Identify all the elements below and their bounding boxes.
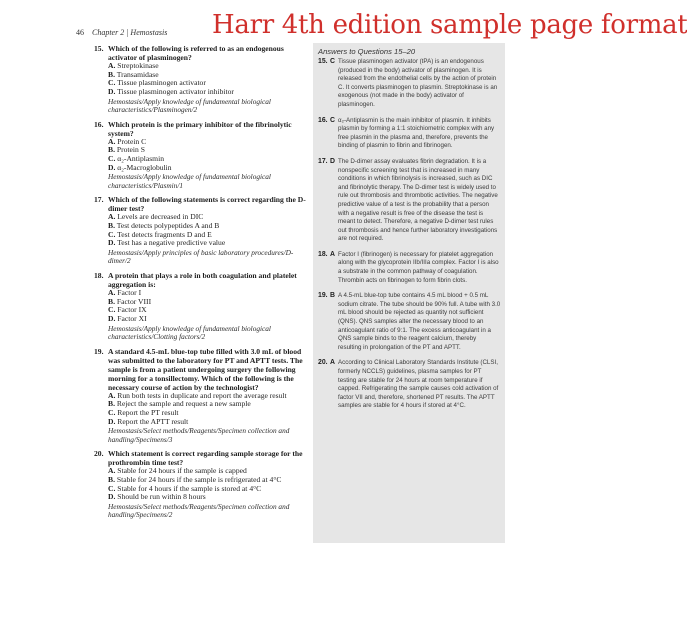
question-block (94, 449, 308, 520)
question-stem: Which of the following statements is correct regarding the D-dimer test? (108, 195, 306, 214)
option-letter: B. (108, 145, 115, 155)
answer-letter: C (330, 58, 335, 65)
option-text: Factor I (117, 287, 142, 297)
answer-number: 17. (318, 157, 328, 165)
option-text: Protein S (116, 145, 145, 155)
answer-letter: A (330, 250, 335, 258)
question-block (94, 44, 308, 115)
option-letter: D. (108, 87, 116, 97)
option-letter: D. (108, 238, 116, 248)
option-text: Report the APTT result (117, 416, 189, 426)
answer-option (108, 164, 308, 173)
question-stem: A protein that plays a role in both coagulation and platelet aggregation is: (108, 270, 297, 289)
answer-option (108, 418, 308, 427)
option-text: Should be run within 8 hours (117, 492, 206, 502)
taxonomy-line: Hemostasis/Apply knowledge of fundamental biological characteristics/Plasminogen/2 (108, 96, 271, 115)
option-list (108, 289, 308, 324)
option-list (108, 392, 308, 427)
question-number: 18. (94, 270, 104, 280)
answers-heading: Answers to Questions 15–20 (318, 47, 416, 56)
question-block (94, 119, 308, 191)
answer-explanation: Tissue plasminogen activator (tPA) is an endogenous (produced in the body) activator of plasminogen. It is released from the endothelial cells by the action of protein C. It converts plasminogen to plasmin. Streptokinase is an exogenous (not made in the body) activator of plasminogen. (338, 58, 498, 108)
option-letter: C. (108, 407, 116, 417)
option-text: Tissue plasminogen activator (117, 78, 206, 88)
option-text: Protein C (117, 136, 147, 146)
option-text: Tissue plasminogen activator inhibitor (117, 87, 234, 97)
answer-number: 19. (318, 292, 328, 300)
question-stem: Which of the following is referred to as an endogenous activator of plasminogen? (108, 44, 284, 62)
chapter-title: Chapter 2 | Hemostasis (92, 28, 168, 37)
taxonomy-line: Hemostasis/Apply principles of basic laboratory procedures/D-dimer/2 (108, 248, 294, 266)
answer-letter: C (330, 116, 335, 124)
option-letter: B. (108, 296, 115, 306)
option-letter: A. (108, 61, 116, 70)
option-letter: B. (108, 220, 115, 230)
question-number: 20. (94, 449, 104, 459)
answer-option (108, 239, 308, 248)
option-text: α₂-Antiplasmin (117, 154, 164, 164)
option-text: Factor XI (117, 313, 147, 323)
option-list (108, 62, 308, 97)
option-letter: A. (108, 136, 116, 146)
option-text: Test detects polypeptides A and B (116, 220, 220, 230)
answer-explanation: The D-dimer assay evaluates fibrin degradation. It is a nonspecific screening test that is increased in many conditions in which fibrinolysis is increased, such as DIC and fibrinolytic therapy. The D-dimer test is widely used to rule out thrombosis and thrombotic activities. The negative predictive value of a test is the probability that a person with a negative result is free of the disease the test is meant to detect. Therefore, a negative D-dimer test rules out thrombosis and hence further laboratory investigations are not required. (338, 157, 498, 243)
option-text: Stable for 24 hours if the sample is refrigerated at 4°C (116, 474, 282, 484)
taxonomy-line: Hemostasis/Select methods/Reagents/Specimen collection and handling/Specimens/2 (108, 501, 290, 520)
answer-explanation: Factor I (fibrinogen) is necessary for platelet aggregation along with the glycoprotein IIb/IIIa complex. Factor I is also a substrate in the common pathway of coagulation. Thrombin acts on fibrinogen to form fibrin clots. (338, 250, 499, 284)
answer-block (313, 58, 505, 110)
option-letter: A. (108, 287, 116, 297)
option-text: Run both tests in duplicate and report the average result (117, 390, 287, 400)
option-text: Stable for 4 hours if the sample is stored at 4°C (117, 483, 262, 493)
questions-column (94, 44, 308, 525)
question-number: 17. (94, 195, 104, 205)
answer-block (313, 292, 505, 352)
option-list (108, 467, 308, 502)
answers-panel (313, 43, 505, 543)
option-text: Levels are decreased in DIC (117, 212, 204, 222)
answer-block (313, 117, 505, 151)
answer-letter: D (330, 157, 335, 165)
option-letter: C. (108, 154, 116, 164)
question-number: 19. (94, 346, 104, 356)
banner-title: Harr 4th edition sample page format (212, 10, 687, 40)
option-letter: C. (108, 305, 116, 315)
taxonomy-line: Hemostasis/Apply knowledge of fundamental biological characteristics/Clotting factors/2 (108, 323, 271, 342)
option-list (108, 138, 308, 173)
answer-option (108, 493, 308, 502)
option-list (108, 213, 308, 248)
question-stem: A standard 4.5-mL blue-top tube filled with 3.0 mL of blood was submitted to the laboratory for PT and APTT tests. The sample is from a patient undergoing surgery the following morning for a tonsillectomy. Which of the following is the necessary course of action by the technologist? (108, 346, 303, 392)
answer-option (108, 88, 308, 97)
option-letter: A. (108, 390, 116, 400)
option-letter: A. (108, 466, 116, 476)
question-stem: Which protein is the primary inhibitor of the fibrinolytic system? (108, 119, 292, 138)
question-number: 15. (94, 44, 104, 53)
answer-number: 20. (318, 359, 328, 367)
answer-explanation: A 4.5-mL blue-top tube contains 4.5 mL blood + 0.5 mL sodium citrate. The tube should be 90% full. A tube with 3.0 mL blood should be rejected as quantity not sufficient (QNS). QNS samples alter the necessary blood to an anticoagulant ratio of 9:1. The excess anticoagulant in a QNS sample binds to the reagent calcium, thereby resulting in prolongation of the PT and APTT. (338, 292, 501, 351)
answers-list (313, 58, 505, 411)
option-letter: A. (108, 212, 116, 222)
question-block (94, 270, 308, 342)
option-text: Reject the sample and request a new sample (116, 399, 251, 409)
taxonomy-line: Hemostasis/Apply knowledge of fundamental biological characteristics/Plasmin/1 (108, 172, 271, 190)
option-text: Streptokinase (117, 61, 159, 70)
option-letter: C. (108, 229, 116, 239)
answer-block (313, 359, 505, 411)
option-text: Report the PT result (117, 407, 179, 417)
question-block (94, 346, 308, 445)
option-text: Transamidase (116, 69, 159, 79)
answer-explanation: According to Clinical Laboratory Standards Institute (CLSI, formerly NCCLS) guidelines, plasma samples for PT testing are stable for 24 hours at room temperature if capped. Refrigerating the sample causes cold activation of factor VII and, therefore, shortened PT results. The APTT samples are stable for 4 hours if stored at 4°C. (338, 359, 499, 410)
running-header (76, 28, 167, 37)
answer-number: 18. (318, 250, 328, 258)
option-text: α₂-Macroglobulin (117, 162, 172, 172)
option-letter: B. (108, 69, 115, 79)
option-text: Test detects fragments D and E (117, 229, 212, 239)
answer-explanation: α₂-Antiplasmin is the main inhibitor of plasmin. It inhibits plasmin by forming a 1:1 stoichiometric complex with any free plasmin in the plasma and, therefore, prevents the binding of plasmin to fibrin and fibrinogen. (338, 116, 495, 150)
answer-option (108, 315, 308, 324)
answer-letter: B (330, 292, 335, 300)
option-letter: D. (108, 313, 116, 323)
option-letter: B. (108, 474, 115, 484)
option-letter: C. (108, 483, 116, 493)
option-letter: B. (108, 399, 115, 409)
option-text: Factor IX (117, 305, 147, 315)
option-letter: C. (108, 78, 116, 88)
answer-block (313, 251, 505, 285)
option-text: Factor VIII (116, 296, 152, 306)
taxonomy-line: Hemostasis/Select methods/Reagents/Specimen collection and handling/Specimens/3 (108, 426, 290, 444)
option-letter: D. (108, 416, 116, 426)
option-letter: D. (108, 162, 116, 172)
answer-block (313, 158, 505, 244)
question-number: 16. (94, 119, 104, 129)
option-letter: D. (108, 492, 116, 502)
answer-number: 16. (318, 116, 328, 124)
page-number: 46 (76, 28, 84, 37)
question-block (94, 195, 308, 266)
question-stem: Which statement is correct regarding sample storage for the prothrombin time test? (108, 449, 303, 468)
answer-number: 15. (318, 58, 328, 65)
option-text: Test has a negative predictive value (117, 238, 226, 248)
option-text: Stable for 24 hours if the sample is capped (117, 466, 247, 476)
answer-letter: A (330, 359, 335, 367)
